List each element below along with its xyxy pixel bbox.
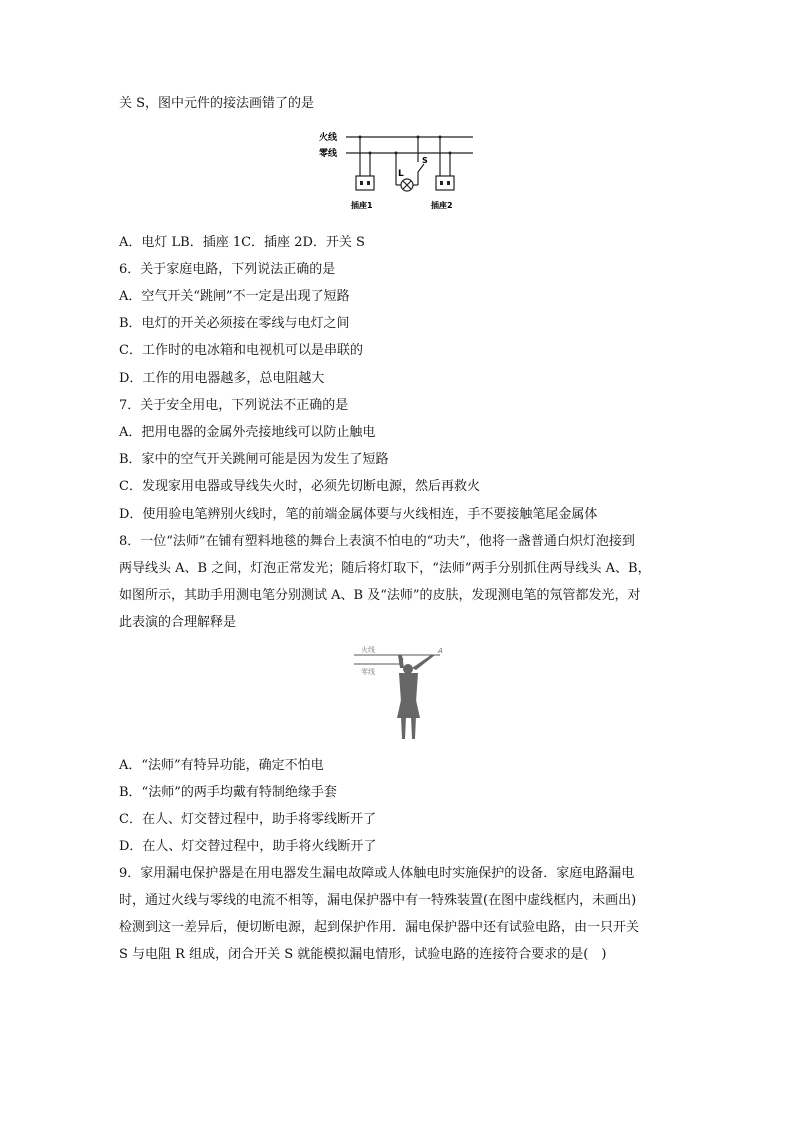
text-line: B．电灯的开关必须接在零线与电灯之间 — [119, 316, 350, 331]
lamp-label: L — [398, 169, 404, 179]
performer-figure — [352, 642, 444, 744]
text-line: D．工作的用电器越多，总电阻越大 — [119, 371, 325, 386]
text-line: 8．一位“法师”在铺有塑料地毯的舞台上表演不怕电的“功夫”，他将一盏普通白炽灯泡接到 — [119, 534, 635, 549]
text-line: 6．关于家庭电路，下列说法正确的是 — [119, 262, 336, 277]
point-a-label: A — [438, 647, 443, 655]
circuit-diagram-figure — [318, 128, 478, 216]
text-line: 关 S，图中元件的接法画错了的是 — [119, 96, 315, 111]
switch-label: S — [422, 156, 428, 165]
text-line: 时，通过火线与零线的电流不相等，漏电保护器中有一特殊装置(在图中虚线框内，未画出) — [119, 893, 637, 908]
text-line: B．“法师”的两手均戴有特制绝缘手套 — [119, 785, 337, 800]
text-line: 如图所示，其助手用测电笔分别测试 A、B 及“法师”的皮肤，发现测电笔的氖管都发光，对 — [119, 588, 641, 603]
text-line: 检测到这一差异后，便切断电源，起到保护作用．漏电保护器中还有试验电路，由一只开关 — [119, 920, 640, 935]
text-line: C．工作时的电冰箱和电视机可以是串联的 — [119, 343, 363, 358]
text-line: 9．家用漏电保护器是在用电器发生漏电故障或人体触电时实施保护的设备．家庭电路漏电 — [119, 866, 635, 881]
text-line: A．空气开关“跳闸”不一定是出现了短路 — [119, 289, 350, 304]
text-line: S 与电阻 R 组成，闭合开关 S 就能模拟漏电情形，试验电路的连接符合要求的是( ) — [119, 947, 607, 962]
neutral-wire-label: 零线 — [361, 668, 375, 676]
neutral-wire-label: 零线 — [319, 149, 338, 159]
point-b-label: B — [399, 657, 404, 665]
socket2-label: 插座2 — [431, 201, 453, 210]
text-line: C．发现家用电器或导线失火时，必须先切断电源，然后再救火 — [119, 479, 480, 494]
text-line: A．把用电器的金属外壳接地线可以防止触电 — [119, 425, 376, 440]
live-wire-label: 火线 — [319, 133, 338, 143]
text-line: A．“法师”有特异功能，确定不怕电 — [119, 758, 324, 773]
socket1-label: 插座1 — [351, 201, 373, 210]
text-line: C．在人、灯交替过程中，助手将零线断开了 — [119, 812, 376, 827]
text-line: 7．关于安全用电，下列说法不正确的是 — [119, 398, 349, 413]
text-line: A．电灯 LB．插座 1C．插座 2D．开关 S — [119, 235, 365, 250]
text-line: D．使用验电笔辨别火线时，笔的前端金属体要与火线相连，手不要接触笔尾金属体 — [119, 507, 598, 522]
text-line: B．家中的空气开关跳闸可能是因为发生了短路 — [119, 452, 389, 467]
text-line: 两导线头 A、B 之间，灯泡正常发光；随后将灯取下，“法师”两手分别抓住两导线头 A、B， — [119, 561, 651, 576]
text-line: D．在人、灯交替过程中，助手将火线断开了 — [119, 839, 377, 854]
live-wire-label: 火线 — [361, 646, 375, 654]
text-line: 此表演的合理解释是 — [119, 615, 237, 630]
